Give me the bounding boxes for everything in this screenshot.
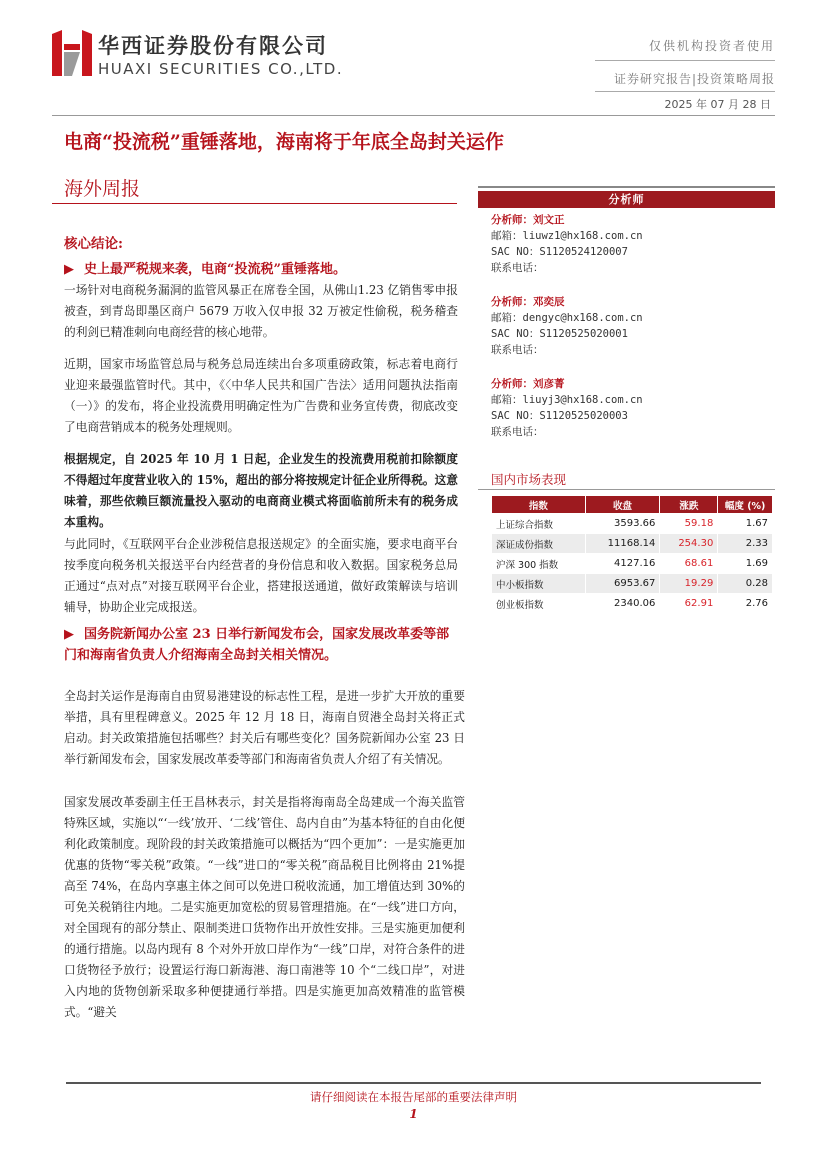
change-value: 68.61 — [660, 554, 718, 574]
close-value: 11168.14 — [585, 534, 660, 554]
close-value: 3593.66 — [585, 514, 660, 534]
section-title: 海外周报 — [64, 178, 141, 200]
report-date: 2025 年 07 月 28 日 — [664, 98, 771, 111]
analyst-card — [491, 294, 643, 358]
change-pct: 2.33 — [718, 534, 773, 554]
change-pct: 0.28 — [718, 574, 773, 594]
page-number: 1 — [409, 1107, 418, 1121]
analyst-header: 分析师 — [478, 191, 775, 208]
section-divider — [52, 203, 457, 204]
sidebar-divider — [478, 186, 775, 188]
change-value: 59.18 — [660, 514, 718, 534]
table-row — [492, 574, 773, 594]
analyst-phone: 联系电话： — [491, 262, 544, 274]
table-row — [492, 554, 773, 574]
report-title: 电商“投流税”重锤落地，海南将于年底全岛封关运作 — [64, 131, 504, 153]
index-name: 沪深 300 指数 — [492, 554, 586, 574]
analyst-email[interactable]: 邮箱：dengyc@hx168.com.cn — [491, 312, 643, 324]
market-table — [491, 495, 773, 614]
key-point-heading — [64, 259, 458, 280]
header-divider — [595, 60, 775, 61]
core-conclusion-label: 核心结论: — [64, 236, 123, 252]
index-name: 深证成份指数 — [492, 534, 586, 554]
change-pct: 1.69 — [718, 554, 773, 574]
brand-name-cn: 华西证券股份有限公司 — [98, 34, 328, 58]
change-value: 62.91 — [660, 594, 718, 614]
change-pct: 1.67 — [718, 514, 773, 534]
body-paragraph: 全岛封关运作是海南自由贸易港建设的标志性工程，是进一步扩大开放的重要举措，具有里程碑意义。2025 年 12 月 18 日，海南自贸港全岛封关将正式启动。封关政策措施包括哪些？封关后有哪些变化？国务院新闻办公室 23 日举行新闻发布会，国家发展改革委等部门和海南省负责人介绍了有关情况。 — [64, 689, 465, 766]
column-header: 收盘 — [585, 496, 660, 514]
table-row — [492, 534, 773, 554]
close-value: 2340.06 — [585, 594, 660, 614]
analyst-sac: SAC NO：S1120525020003 — [491, 410, 628, 422]
analyst-name: 分析师：刘彦菁 — [491, 378, 565, 390]
column-header: 指数 — [492, 496, 586, 514]
huaxi-logo-icon — [52, 30, 92, 76]
key-point-text: 史上最严税规来袭，电商“投流税”重锤落地。 — [84, 262, 346, 277]
analyst-phone: 联系电话： — [491, 426, 544, 438]
body-paragraph: 近期，国家市场监管总局与税务总局连续出台多项重磅政策，标志着电商行业迎来最强监管时代。其中，《〈中华人民共和国广告法〉适用问题执法指南（一）》的发布，将企业投流费用明确定性为广告费和业务宣传费，彻底改变了电商营销成本的税务处理规则。 — [64, 357, 458, 434]
triangle-bullet-icon: ▶ — [64, 262, 74, 277]
audience-label: 仅供机构投资者使用 — [648, 39, 775, 53]
analyst-name: 分析师：刘文正 — [491, 214, 565, 226]
close-value: 6953.67 — [585, 574, 660, 594]
change-pct: 2.76 — [718, 594, 773, 614]
analyst-sac: SAC NO：S1120525020001 — [491, 328, 628, 340]
legal-disclaimer: 请仔细阅读在本报告尾部的重要法律声明 — [310, 1090, 517, 1104]
market-divider — [478, 489, 775, 490]
body-paragraph: 与此同时，《互联网平台企业涉税信息报送规定》的全面实施，要求电商平台按季度向税务机关报送平台内经营者的身份信息和收入数据。国家税务总局正通过“点对点”对接互联网平台企业，搭建报送通道，做好政策解读与培训辅导，协助企业完成报送。 — [64, 537, 458, 614]
body-paragraph: 一场针对电商税务漏洞的监管风暴正在席卷全国，从佛山1.23 亿销售零申报被查，到青岛即墨区商户 5679 万收入仅申报 32 万被定性偷税，税务稽查的利剑已精准刺向电商经营的核心地带。 — [64, 283, 458, 339]
header-divider — [52, 115, 775, 116]
analyst-card — [491, 212, 643, 276]
brand-name-en: HUAXI SECURITIES CO.,LTD. — [98, 60, 344, 78]
body-paragraph: 国家发展改革委副主任王昌林表示，封关是指将海南岛全岛建成一个海关监管特殊区域，实施以“‘一线’放开、‘二线’管住、岛内自由”为基本特征的自由化便利化政策制度。现阶段的封关政策措施可以概括为“四个更加”：一是实施更加优惠的货物“零关税”政策。“一线”进口的“零关税”商品税目比例将由 21%提高至 74%，在岛内享惠主体之间可以免进口税收流通，加工增值达到 30%的可免关税销往内地。二是实施更加宽松的贸易管理措施。在“一线”进口方向，对全国现有的部分禁止、限制类进口货物作出开放性安排。三是实施更加便利的通行措施。以岛内现有 8 个对外开放口岸作为“一线”口岸，对符合条件的进口货物径予放行；设置运行海口新海港、海口南港等 10 个“二线口岸”，对进入内地的货物创新采取多种便捷通行举措。四是实施更加高效精准的监管模式。“避关 — [64, 795, 465, 1019]
analyst-email[interactable]: 邮箱：liuyj3@hx168.com.cn — [491, 394, 643, 406]
key-point-heading — [64, 624, 458, 666]
key-point-text: 国务院新闻办公室 23 日举行新闻发布会，国家发展改革委等部门和海南省负责人介绍海南全岛封关相关情况。 — [64, 627, 450, 663]
analyst-email[interactable]: 邮箱：liuwz1@hx168.com.cn — [491, 230, 643, 242]
footer-divider — [66, 1082, 761, 1084]
analyst-card — [491, 376, 643, 440]
report-category: 证券研究报告|投资策略周报 — [613, 72, 775, 86]
analyst-name: 分析师：邓奕辰 — [491, 296, 565, 308]
table-row — [492, 594, 773, 614]
column-header: 涨跌 — [660, 496, 718, 514]
table-header-row — [492, 496, 773, 514]
body-paragraph-emphasis: 根据规定，自 2025 年 10 月 1 日起，企业发生的投流费用税前扣除额度不得超过年度营业收入的 15%，超出的部分将按规定计征企业所得税。这意味着，那些依赖巨额流量投入驱动的电商商业模式将面临前所未有的税务成本重构。 — [64, 452, 458, 529]
market-title: 国内市场表现 — [491, 472, 567, 487]
close-value: 4127.16 — [585, 554, 660, 574]
table-row — [492, 514, 773, 534]
column-header: 幅度 (%) — [718, 496, 773, 514]
index-name: 中小板指数 — [492, 574, 586, 594]
index-name: 上证综合指数 — [492, 514, 586, 534]
analyst-sac: SAC NO：S1120524120007 — [491, 246, 628, 258]
header-divider — [595, 91, 775, 92]
change-value: 19.29 — [660, 574, 718, 594]
analyst-phone: 联系电话： — [491, 344, 544, 356]
change-value: 254.30 — [660, 534, 718, 554]
index-name: 创业板指数 — [492, 594, 586, 614]
triangle-bullet-icon: ▶ — [64, 627, 74, 642]
